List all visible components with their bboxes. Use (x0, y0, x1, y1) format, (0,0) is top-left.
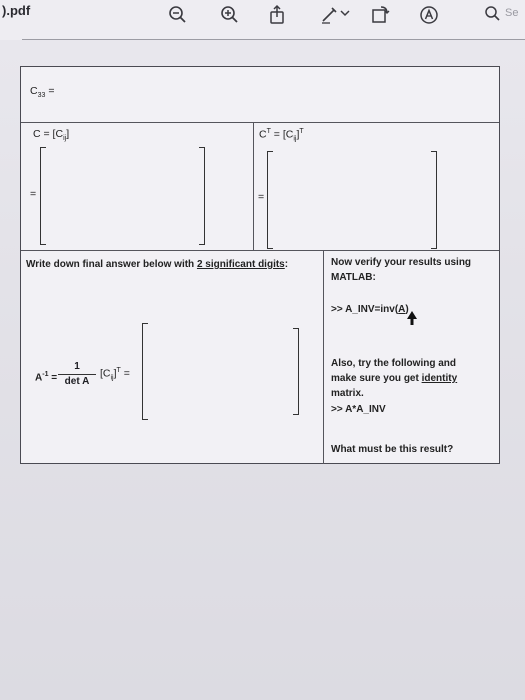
equals-sign: = (30, 188, 37, 200)
search-icon (484, 5, 502, 23)
final-answer-instruction: Write down final answer below with 2 significant digits: (26, 259, 289, 270)
also-instruction-line2: make sure you get identity (331, 373, 458, 384)
zoom-in-icon[interactable] (219, 4, 241, 26)
share-icon[interactable] (266, 4, 288, 26)
row-divider (21, 250, 499, 251)
markup-icon[interactable] (418, 4, 440, 26)
matrix-bracket-right (199, 147, 205, 245)
toolbar (0, 0, 525, 40)
rotate-icon[interactable] (369, 4, 391, 26)
fraction-numerator: 1 (74, 361, 80, 372)
also-instruction: Also, try the following and (331, 358, 456, 369)
document-title: ).pdf (2, 3, 31, 18)
a-inverse-label: $A^{-1}$ = (35, 371, 58, 384)
column-divider (323, 250, 324, 464)
verify-instruction-line2: MATLAB: (331, 272, 376, 283)
verify-instruction: Now verify your results using (331, 257, 472, 268)
worksheet-table (20, 66, 500, 464)
pen-icon[interactable] (318, 4, 340, 26)
matlab-command-multiply: >> A*A_INV (331, 404, 386, 415)
c33-label: $C_{33}$ = (30, 85, 55, 100)
matrix-bracket-right (431, 151, 437, 249)
ct-matrix-label: $C^T = [C_{ij}]^T$ (259, 128, 304, 143)
also-instruction-line3: matrix. (331, 388, 364, 399)
search-input[interactable] (484, 4, 525, 24)
search-placeholder: Se (505, 7, 519, 19)
matrix-bracket-left (267, 151, 273, 249)
column-divider (253, 122, 254, 250)
equals-sign: = (258, 191, 265, 203)
mouse-cursor-icon (407, 311, 417, 325)
cij-transpose: $[C_{ij}]^T$ = (100, 367, 130, 382)
matrix-bracket-right (293, 328, 299, 415)
toolbar-divider (22, 39, 525, 40)
row-divider (21, 122, 499, 123)
result-question: What must be this result? (331, 444, 454, 455)
matrix-bracket-left (40, 147, 46, 245)
zoom-out-icon[interactable] (167, 4, 189, 26)
fraction-bar (58, 374, 96, 375)
fraction-denominator: det A (64, 376, 90, 387)
matrix-bracket-left (142, 323, 148, 420)
c-matrix-label: $C = [C_{ij}]$ (33, 128, 70, 143)
matlab-command-inv: >> A_INV=inv(A) (331, 304, 409, 315)
chevron-down-icon[interactable] (339, 6, 351, 18)
